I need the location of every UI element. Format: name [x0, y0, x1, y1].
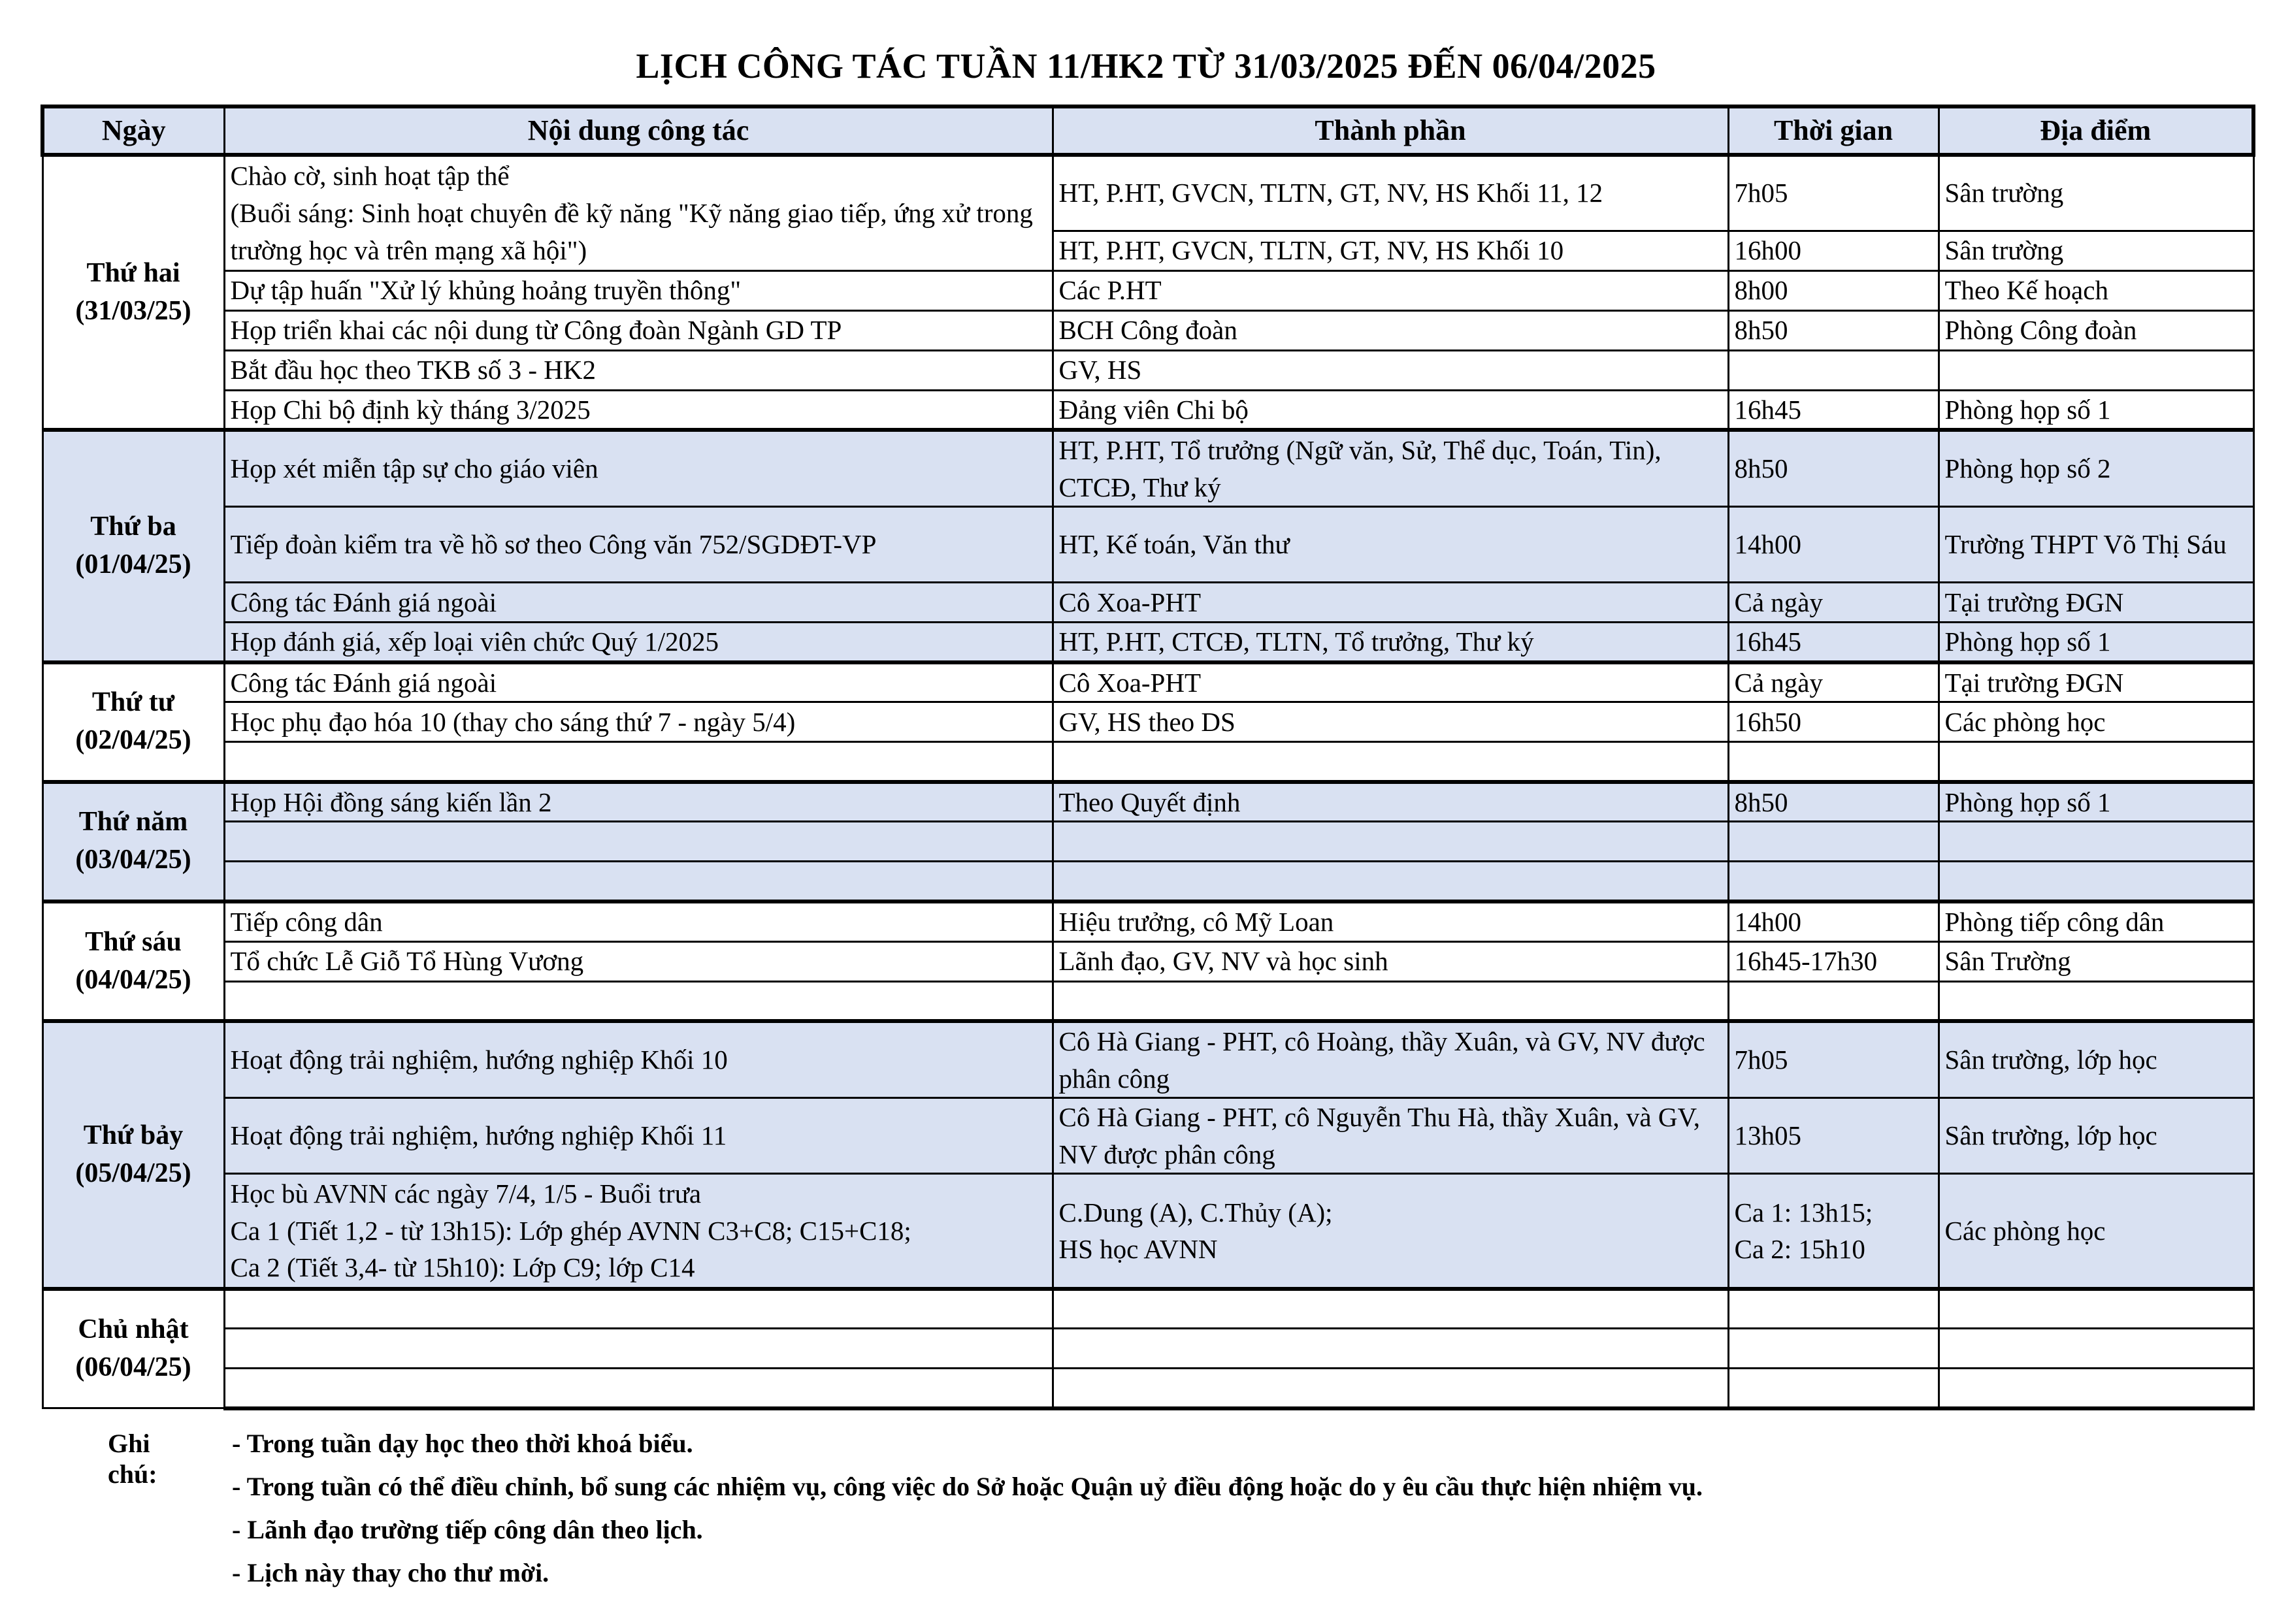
time-cell [1728, 1289, 1939, 1329]
day-date: (31/03/25) [75, 295, 191, 326]
table-row [42, 155, 2253, 231]
participants-cell [1053, 862, 1728, 901]
page-title: LỊCH CÔNG TÁC TUẦN 11/HK2 TỪ 31/03/2025 ĐẾN 06/04/2025 [636, 46, 1656, 86]
location-cell: Trường THPT Võ Thị Sáu [1939, 507, 2253, 583]
table-row [42, 310, 2253, 350]
time-cell: 14h00 [1728, 901, 1939, 941]
location-cell [1939, 822, 2253, 862]
day-name: Thứ ba [90, 511, 176, 542]
time-cell: 8h00 [1728, 270, 1939, 310]
content-cell: Công tác Đánh giá ngoài [224, 662, 1053, 702]
content-cell [224, 862, 1053, 901]
day-cell [42, 155, 224, 430]
location-cell: Sân trường, lớp học [1939, 1021, 2253, 1098]
col-header-day: Ngày [42, 106, 224, 155]
content-cell: Dự tập huấn "Xử lý khủng hoảng truyền thông" [224, 270, 1053, 310]
day-name: Thứ năm [78, 807, 188, 837]
col-header-content: Nội dung công tác [224, 106, 1053, 155]
day-cell [42, 662, 224, 782]
content-cell: Học bù AVNN các ngày 7/4, 1/5 - Buổi trưa Ca 1 (Tiết 1,2 - từ 13h15): Lớp ghép AVNN C3+C8; C15+C18; Ca 2 (Tiết 3,4- từ 15h10): Lớp C9; lớp C14 [224, 1174, 1053, 1289]
content-cell: Học phụ đạo hóa 10 (thay cho sáng thứ 7 - ngày 5/4) [224, 702, 1053, 742]
time-cell: 8h50 [1728, 310, 1939, 350]
col-header-location: Địa điểm [1939, 106, 2253, 155]
participants-cell: Cô Hà Giang - PHT, cô Nguyễn Thu Hà, thầy Xuân, và GV, NV được phân công [1053, 1098, 1728, 1174]
participants-cell: Theo Quyết định [1053, 782, 1728, 822]
location-cell [1939, 350, 2253, 390]
table-row [42, 822, 2253, 862]
day-cell [42, 1289, 224, 1408]
table-row [42, 862, 2253, 901]
time-cell: Cả ngày [1728, 583, 1939, 623]
content-cell: Họp triển khai các nội dung từ Công đoàn Ngành GD TP [224, 310, 1053, 350]
day-date: (01/04/25) [75, 549, 191, 579]
day-cell [42, 430, 224, 662]
time-cell [1728, 350, 1939, 390]
participants-cell: Hiệu trưởng, cô Mỹ Loan [1053, 901, 1728, 941]
table-row [42, 1329, 2253, 1369]
content-cell: Hoạt động trải nghiệm, hướng nghiệp Khối 10 [224, 1021, 1053, 1098]
participants-cell [1053, 1329, 1728, 1369]
time-cell: 8h50 [1728, 430, 1939, 507]
table-row [42, 1098, 2253, 1174]
table-row [42, 901, 2253, 941]
participants-cell: HT, P.HT, CTCĐ, TLTN, Tổ trưởng, Thư ký [1053, 623, 1728, 662]
day-cell [42, 782, 224, 901]
location-cell: Phòng họp số 1 [1939, 782, 2253, 822]
schedule-table [41, 105, 2255, 1410]
content-cell: Họp Chi bộ định kỳ tháng 3/2025 [224, 390, 1053, 430]
participants-cell: HT, P.HT, GVCN, TLTN, GT, NV, HS Khối 10 [1053, 231, 1728, 270]
content-cell: Tổ chức Lễ Giỗ Tổ Hùng Vương [224, 941, 1053, 981]
participants-cell [1053, 822, 1728, 862]
time-cell [1728, 981, 1939, 1021]
table-row [42, 1174, 2253, 1289]
location-cell: Theo Kế hoạch [1939, 270, 2253, 310]
day-name: Thứ tư [91, 687, 175, 718]
table-row [42, 1021, 2253, 1098]
time-cell: Cả ngày [1728, 662, 1939, 702]
table-row [42, 1369, 2253, 1408]
note-item: - Trong tuần dạy học theo thời khoá biểu. [232, 1429, 693, 1458]
location-cell [1939, 981, 2253, 1021]
participants-cell: HT, Kế toán, Văn thư [1053, 507, 1728, 583]
content-cell: Công tác Đánh giá ngoài [224, 583, 1053, 623]
table-row [42, 623, 2253, 662]
participants-cell: Cô Xoa-PHT [1053, 662, 1728, 702]
location-cell: Các phòng học [1939, 702, 2253, 742]
content-cell [224, 1329, 1053, 1369]
participants-cell: Lãnh đạo, GV, NV và học sinh [1053, 941, 1728, 981]
table-row [42, 507, 2253, 583]
content-cell: Tiếp đoàn kiểm tra về hồ sơ theo Công văn 752/SGDĐT-VP [224, 507, 1053, 583]
content-cell [224, 822, 1053, 862]
note-item: - Lịch này thay cho thư mời. [232, 1558, 549, 1587]
day-date: (02/04/25) [75, 725, 191, 756]
col-header-participants: Thành phần [1053, 106, 1728, 155]
col-header-time: Thời gian [1728, 106, 1939, 155]
participants-cell: Cô Xoa-PHT [1053, 583, 1728, 623]
content-cell: Hoạt động trải nghiệm, hướng nghiệp Khối 11 [224, 1098, 1053, 1174]
participants-cell [1053, 981, 1728, 1021]
participants-cell [1053, 1289, 1728, 1329]
time-cell: 8h50 [1728, 782, 1939, 822]
content-cell: Họp xét miễn tập sự cho giáo viên [224, 430, 1053, 507]
table-row [42, 1289, 2253, 1329]
time-cell [1728, 862, 1939, 901]
location-cell [1939, 1329, 2253, 1369]
day-cell [42, 901, 224, 1021]
time-cell: Ca 1: 13h15; Ca 2: 15h10 [1728, 1174, 1939, 1289]
time-cell: 16h45 [1728, 390, 1939, 430]
day-date: (06/04/25) [75, 1352, 191, 1383]
location-cell: Tại trường ĐGN [1939, 662, 2253, 702]
location-cell: Phòng họp số 2 [1939, 430, 2253, 507]
time-cell [1728, 1329, 1939, 1369]
content-cell [224, 1289, 1053, 1329]
content-cell: Bắt đầu học theo TKB số 3 - HK2 [224, 350, 1053, 390]
location-cell: Sân trường, lớp học [1939, 1098, 2253, 1174]
table-row [42, 583, 2253, 623]
location-cell [1939, 1369, 2253, 1408]
time-cell: 7h05 [1728, 155, 1939, 231]
day-name: Thứ sáu [85, 926, 182, 957]
day-cell [42, 1021, 224, 1289]
table-row [42, 270, 2253, 310]
participants-cell: GV, HS theo DS [1053, 702, 1728, 742]
content-cell: Tiếp công dân [224, 901, 1053, 941]
location-cell: Phòng họp số 1 [1939, 623, 2253, 662]
location-cell: Phòng Công đoàn [1939, 310, 2253, 350]
day-date: (05/04/25) [75, 1158, 191, 1188]
participants-cell: C.Dung (A), C.Thủy (A); HS học AVNN [1053, 1174, 1728, 1289]
content-cell: Họp Hội đồng sáng kiến lần 2 [224, 782, 1053, 822]
time-cell: 16h50 [1728, 702, 1939, 742]
location-cell: Sân trường [1939, 231, 2253, 270]
time-cell: 13h05 [1728, 1098, 1939, 1174]
time-cell [1728, 742, 1939, 782]
participants-cell: BCH Công đoàn [1053, 310, 1728, 350]
content-cell [224, 1369, 1053, 1408]
time-cell [1728, 822, 1939, 862]
day-date: (04/04/25) [75, 964, 191, 995]
location-cell: Các phòng học [1939, 1174, 2253, 1289]
table-row [42, 702, 2253, 742]
table-row [42, 941, 2253, 981]
day-name: Chủ nhật [78, 1314, 189, 1345]
location-cell: Tại trường ĐGN [1939, 583, 2253, 623]
content-cell [224, 742, 1053, 782]
table-row [42, 662, 2253, 702]
table-row [42, 782, 2253, 822]
participants-cell [1053, 1369, 1728, 1408]
participants-cell: HT, P.HT, Tổ trưởng (Ngữ văn, Sử, Thể dục, Toán, Tin), CTCĐ, Thư ký [1053, 430, 1728, 507]
note-item: - Lãnh đạo trường tiếp công dân theo lịch. [232, 1515, 703, 1544]
table-row [42, 350, 2253, 390]
participants-cell: Đảng viên Chi bộ [1053, 390, 1728, 430]
time-cell [1728, 1369, 1939, 1408]
location-cell [1939, 742, 2253, 782]
location-cell: Phòng tiếp công dân [1939, 901, 2253, 941]
day-name: Thứ bảy [83, 1120, 184, 1150]
table-row [42, 430, 2253, 507]
time-cell: 14h00 [1728, 507, 1939, 583]
time-cell: 16h45 [1728, 623, 1939, 662]
participants-cell: Cô Hà Giang - PHT, cô Hoàng, thầy Xuân, và GV, NV được phân công [1053, 1021, 1728, 1098]
location-cell: Sân trường [1939, 155, 2253, 231]
header-row [42, 106, 2253, 155]
time-cell: 16h45-17h30 [1728, 941, 1939, 981]
location-cell [1939, 862, 2253, 901]
day-name: Thứ hai [86, 257, 180, 288]
note-item: - Trong tuần có thể điều chỉnh, bổ sung các nhiệm vụ, công việc do Sở hoặc Quận uỷ điều động hoặc do y êu cầu thực hiện nhiệm vụ. [232, 1472, 1703, 1501]
participants-cell: GV, HS [1053, 350, 1728, 390]
location-cell: Sân Trường [1939, 941, 2253, 981]
table-row [42, 981, 2253, 1021]
notes-label: Ghi chú: [108, 1429, 157, 1489]
location-cell: Phòng họp số 1 [1939, 390, 2253, 430]
participants-cell [1053, 742, 1728, 782]
participants-cell: Các P.HT [1053, 270, 1728, 310]
content-cell: Họp đánh giá, xếp loại viên chức Quý 1/2025 [224, 623, 1053, 662]
participants-cell: HT, P.HT, GVCN, TLTN, GT, NV, HS Khối 11, 12 [1053, 155, 1728, 231]
day-date: (03/04/25) [75, 845, 191, 875]
table-row [42, 742, 2253, 782]
time-cell: 16h00 [1728, 231, 1939, 270]
time-cell: 7h05 [1728, 1021, 1939, 1098]
table-row [42, 390, 2253, 430]
location-cell [1939, 1289, 2253, 1329]
content-cell: Chào cờ, sinh hoạt tập thể (Buổi sáng: Sinh hoạt chuyên đề kỹ năng "Kỹ năng giao tiếp, ứng xử trong trường học và trên mạng xã hội") [224, 155, 1053, 270]
content-cell [224, 981, 1053, 1021]
